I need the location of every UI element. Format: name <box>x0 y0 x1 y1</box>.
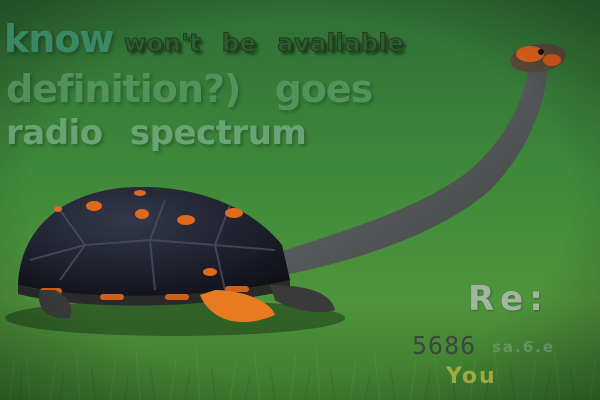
caption-word-know: know <box>4 17 114 61</box>
stamp-prefix: Re: <box>468 279 549 319</box>
stamp-faint-text: sa.6.e <box>492 338 556 356</box>
stamp-name: You <box>446 364 497 389</box>
caption-line-1: won't be avaliable <box>124 29 405 57</box>
caption-line-3: radio spectrum <box>6 113 307 153</box>
stamp-number: 5686 <box>412 331 477 360</box>
caption-line-2: definition?) goes <box>6 67 373 111</box>
